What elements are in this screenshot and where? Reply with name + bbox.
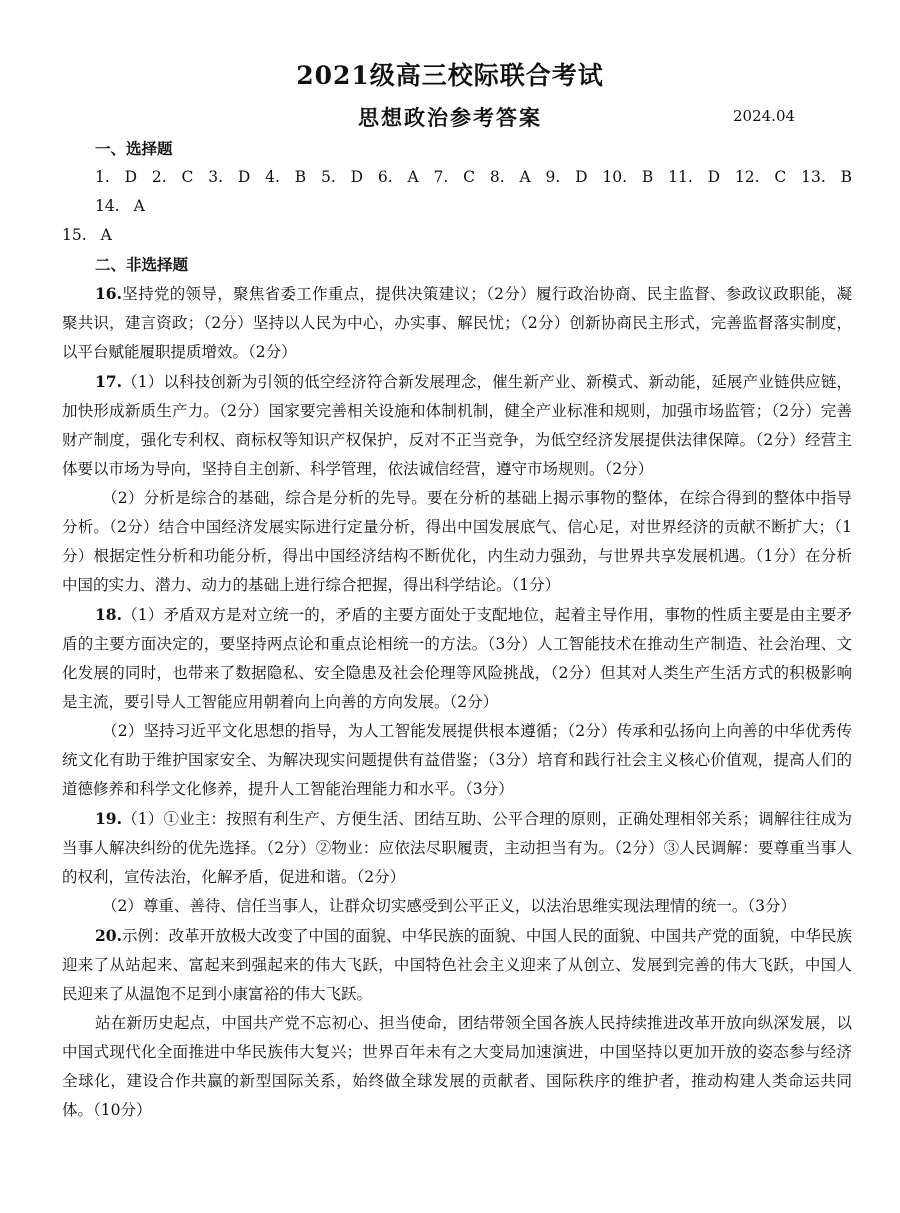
section-heading-nonchoice: 二、非选择题 (95, 255, 189, 274)
choice-answers-line-1: 1. D 2. C 3. D 4. B 5. D 6. A 7. C 8. A 9. D 10. B 11. D 12. C 13. B 14. A (95, 168, 852, 215)
question-19-part-2: （2）尊重、善待、信任当事人，让群众切实感受到公平正义，以法治思维实现法理情的统一。（3分） (102, 897, 796, 915)
question-number: 17. (95, 372, 122, 391)
answer-text: 示例：改革开放极大改变了中国的面貌、中华民族的面貌、中国人民的面貌、中国共产党的面貌，中华民族迎来了从站起来、富起来到强起来的伟大飞跃，中国特色社会主义迎来了从创立、发展到完善的伟大飞跃，中国人民迎来了从温饱不足到小康富裕的伟大飞跃。 (62, 927, 852, 1003)
question-number: 20. (95, 926, 122, 945)
question-18-part-2: （2）坚持习近平文化思想的指导，为人工智能发展提供根本遵循；（2分）传承和弘扬向上向善的中华优秀传统文化有助于维护国家安全、为解决现实问题提供有益借鉴；（3分）培育和践行社会主义核心价值观，提高人们的道德修养和科学文化修养，提升人工智能治理能力和水平。（3分） (62, 722, 852, 798)
question-16-answer (62, 279, 852, 367)
page-subtitle: 思想政治参考答案 (358, 105, 542, 130)
choice-answers-line-2: 15. A (62, 226, 112, 244)
answer-text: （1）矛盾双方是对立统一的，矛盾的主要方面处于支配地位，起着主导作用，事物的性质主要是由主要矛盾的主要方面决定的，要坚持两点论和重点论相统一的方法。（3分）人工智能技术在推动生产制造、社会治理、文化发展的同时，也带来了数据隐私、安全隐患及社会伦理等风险挑战，（2分）但其对人类生产生活方式的积极影响是主流，要引导人工智能应用朝着向上向善的方向发展。（2分） (62, 606, 852, 711)
question-20-part-2: 站在新历史起点，中国共产党不忘初心、担当使命，团结带领全国各族人民持续推进改革开放向纵深发展，以中国式现代化全面推进中华民族伟大复兴；世界百年未有之大变局加速演进，中国坚持以更加开放的姿态参与经济全球化，建设合作共赢的新型国际关系，始终做全球发展的贡献者、国际秩序的维护者，推动构建人类命运共同体。（10分） (62, 1014, 852, 1119)
question-20-part-1 (62, 921, 852, 1009)
page-title: 2021级高三校际联合考试 (296, 61, 604, 90)
question-number: 16. (95, 284, 122, 303)
exam-date: 2024.04 (733, 107, 796, 125)
question-17-part-2: （2）分析是综合的基础，综合是分析的先导。要在分析的基础上揭示事物的整体，在综合得到的整体中指导分析。（2分）结合中国经济发展实际进行定量分析，得出中国发展底气、信心足，对世界经济的贡献不断扩大；（1分）根据定性分析和功能分析，得出中国经济结构不断优化，内生动力强劲，与世界共享发展机遇。（1分）在分析中国的实力、潜力、动力的基础上进行综合把握，得出科学结论。（1分） (62, 489, 852, 594)
section-heading-choice: 一、选择题 (95, 139, 173, 158)
question-number: 19. (95, 809, 122, 828)
question-17-part-1 (62, 367, 852, 484)
answer-text: （1）以科技创新为引领的低空经济符合新发展理念，催生新产业、新模式、新动能，延展产业链供应链，加快形成新质生产力。（2分）国家要完善相关设施和体制机制，健全产业标准和规则，加强市场监管；（2分）完善财产制度，强化专利权、商标权等知识产权保护，反对不正当竞争，为低空经济发展提供法律保障。（2分）经营主体要以市场为导向，坚持自主创新、科学管理，依法诚信经营，遵守市场规则。（2分） (62, 373, 852, 478)
answer-content (62, 134, 852, 1125)
question-19-part-1 (62, 804, 852, 892)
answer-text: 坚持党的领导，聚焦省委工作重点，提供决策建议；（2分）履行政治协商、民主监督、参政议政职能，凝聚共识，建言资政；（2分）坚持以人民为中心，办实事、解民忧；（2分）创新协商民主形式，完善监督落实制度，以平台赋能履职提质增效。（2分） (62, 285, 852, 361)
choice-answers (62, 163, 852, 250)
question-number: 18. (95, 605, 122, 624)
answer-text: （1）①业主：按照有利生产、方便生活、团结互助、公平合理的原则，正确处理相邻关系；调解往往成为当事人解决纠纷的优先选择。（2分）②物业：应依法尽职履责，主动担当有为。（2分）③人民调解：要尊重当事人的权利，宣传法治，化解矛盾，促进和谐。（2分） (62, 810, 852, 886)
question-18-part-1 (62, 600, 852, 717)
